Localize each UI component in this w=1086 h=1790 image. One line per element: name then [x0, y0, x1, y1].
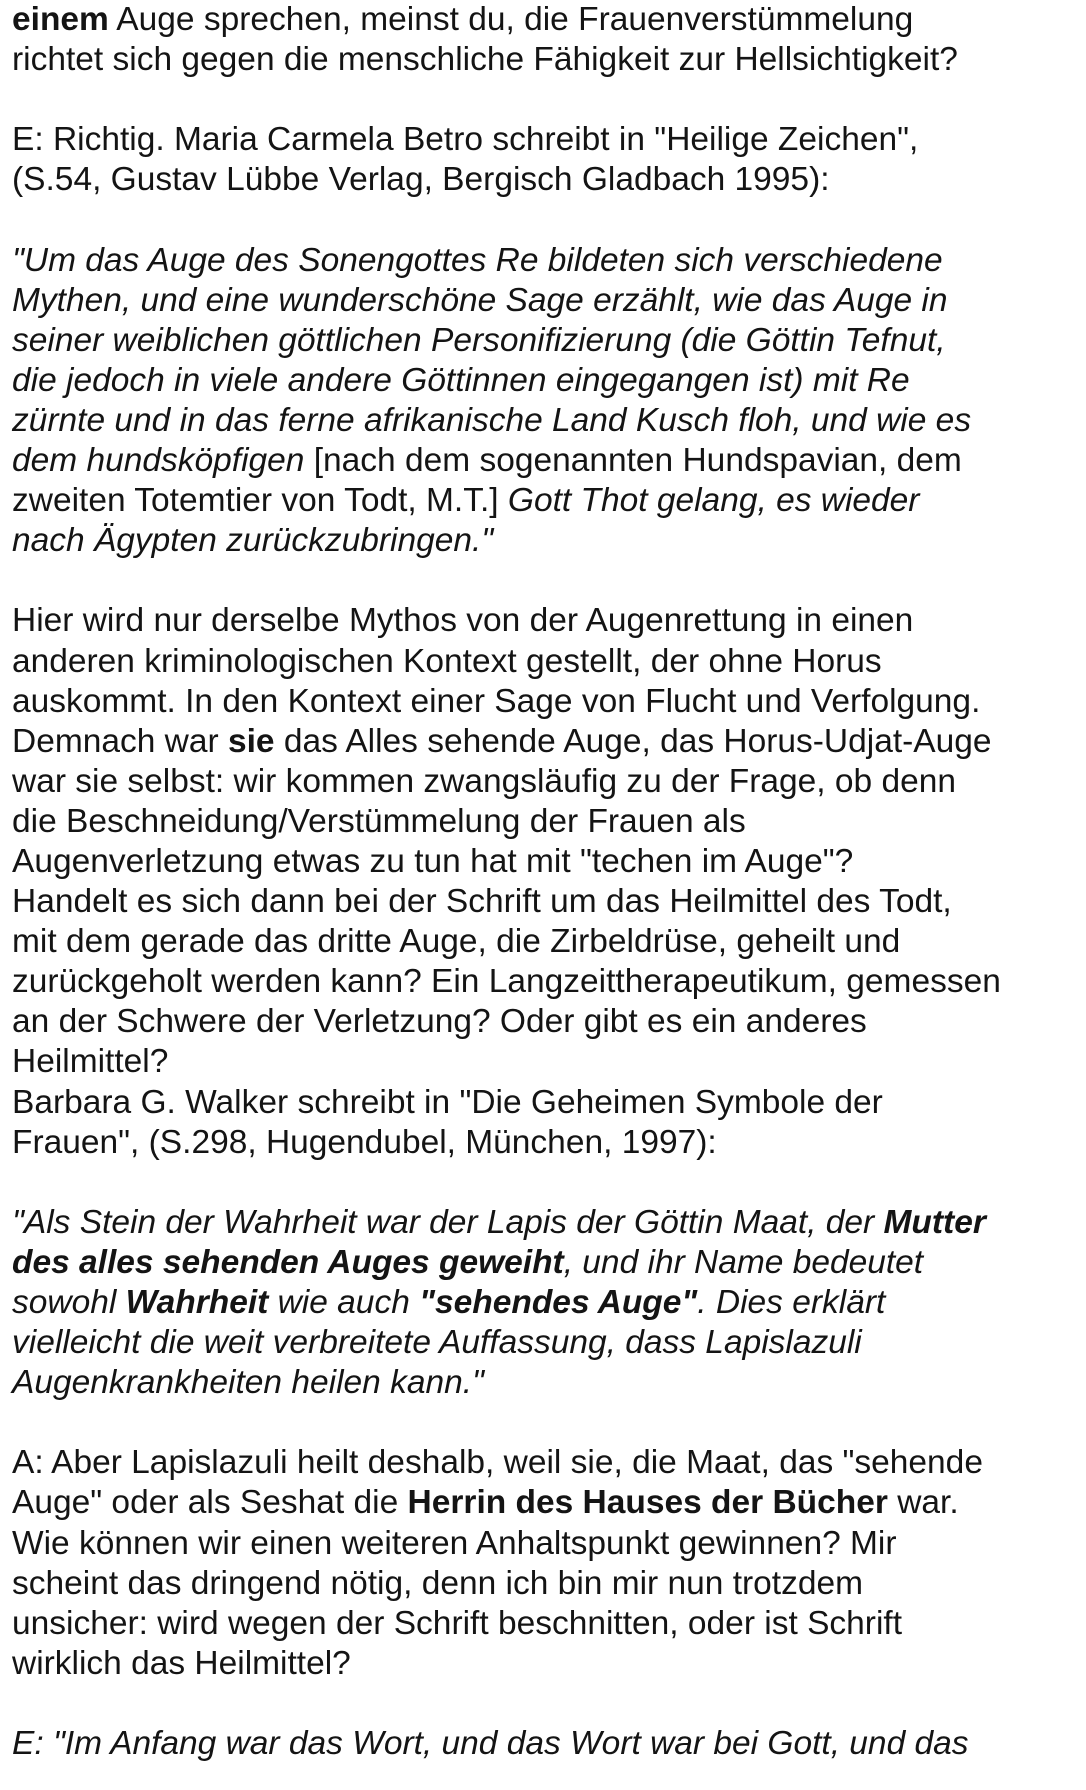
text-line	[12, 281, 1078, 321]
text-run: Auge sprechen, meinst du, die Frauenverstümmelung	[108, 1, 914, 38]
text-run: E: Richtig. Maria Carmela Betro schreibt in "Heilige Zeichen",	[12, 121, 919, 159]
text-run: zürnte und in das ferne afrikanische Land Kusch floh, und wie es	[12, 401, 972, 439]
text-line	[12, 601, 1078, 641]
text-line	[12, 481, 1078, 521]
emphasized-text: Mutter	[883, 1203, 986, 1241]
text-line	[12, 321, 1078, 361]
text-run: Augenkrankheiten heilen kann."	[12, 1364, 484, 1402]
text-line	[12, 1363, 1078, 1403]
text-run: Barbara G. Walker schreibt in "Die Geheimen Symbole der	[12, 1083, 883, 1121]
text-line	[12, 1243, 1078, 1283]
text-line	[12, 521, 1078, 561]
text-run: Gott Thot gelang, es wieder	[507, 482, 920, 520]
text-run: die jedoch in viele andere Göttinnen eingegangen ist) mit Re	[12, 361, 910, 399]
text-run: Handelt es sich dann bei der Schrift um das Heilmittel des Todt,	[12, 883, 952, 921]
emphasized-text: Herrin des Hauses der Bücher	[407, 1484, 888, 1522]
emphasized-text: des alles sehenden Auges geweiht	[12, 1243, 564, 1281]
paragraph-p7	[12, 1724, 1078, 1764]
text-line	[12, 401, 1078, 441]
text-line	[12, 922, 1078, 962]
text-line	[12, 120, 1078, 160]
text-run: zweiten Totemtier von Todt, M.T.]	[12, 482, 508, 520]
paragraph-gap	[12, 1684, 1078, 1724]
text-run: Heilmittel?	[12, 1043, 169, 1081]
text-line	[12, 1604, 1078, 1644]
text-line	[12, 1644, 1078, 1684]
text-run: A: Aber Lapislazuli heilt deshalb, weil sie, die Maat, das "sehende	[12, 1444, 983, 1482]
text-run: vielleicht die weit verbreitete Auffassung, dass Lapislazuli	[12, 1324, 862, 1362]
paragraph-gap	[12, 200, 1078, 240]
text-run: dem hundsköpfigen	[12, 442, 305, 480]
paragraph-gap	[12, 80, 1078, 120]
text-run: . Dies erklärt	[697, 1284, 886, 1321]
text-line	[12, 241, 1078, 281]
text-run: war sie selbst: wir kommen zwangsläufig zu der Frage, ob denn	[12, 762, 957, 800]
text-line	[12, 682, 1078, 722]
text-run: zurückgeholt werden kann? Ein Langzeittherapeutikum, gemessen	[12, 963, 1001, 1001]
text-line	[12, 1203, 1078, 1243]
text-line	[12, 40, 1078, 80]
text-line	[12, 762, 1078, 802]
text-line	[12, 1564, 1078, 1604]
paragraph-p4	[12, 601, 1078, 1162]
paragraph-gap	[12, 561, 1078, 601]
text-run: die Beschneidung/Verstümmelung der Frauen als	[12, 802, 746, 840]
text-line	[12, 642, 1078, 682]
emphasized-text: "sehendes Auge"	[419, 1284, 698, 1321]
emphasized-text: Wahrheit	[125, 1284, 269, 1321]
text-run: Frauen", (S.298, Hugendubel, München, 1997):	[12, 1123, 717, 1161]
text-run: Demnach war	[12, 722, 228, 760]
text-run: anderen kriminologischen Kontext gestellt, der ohne Horus	[12, 642, 882, 680]
text-run: Auge" oder als Seshat die	[12, 1484, 408, 1522]
text-line	[12, 882, 1078, 922]
text-run: seiner weiblichen göttlichen Personifizierung (die Göttin Tefnut,	[12, 321, 946, 359]
text-line	[12, 1283, 1078, 1323]
paragraph-gap	[12, 1163, 1078, 1203]
text-run: , und ihr Name bedeutet	[563, 1243, 924, 1281]
text-line	[12, 1042, 1078, 1082]
text-run: sowohl	[12, 1284, 126, 1321]
text-line	[12, 1443, 1078, 1483]
text-run: war.	[887, 1484, 959, 1522]
paragraph-p3	[12, 241, 1078, 562]
text-run: an der Schwere der Verletzung? Oder gibt es ein anderes	[12, 1003, 867, 1041]
text-run: Hier wird nur derselbe Mythos von der Augenrettung in einen	[12, 602, 914, 640]
text-run: auskommt. In den Kontext einer Sage von Flucht und Verfolgung.	[12, 682, 981, 720]
text-line	[12, 842, 1078, 882]
text-line	[12, 802, 1078, 842]
text-run: scheint das dringend nötig, denn ich bin mir nun trotzdem	[12, 1564, 864, 1602]
text-run: richtet sich gegen die menschliche Fähigkeit zur Hellsichtigkeit?	[12, 41, 958, 79]
text-run: Augenverletzung etwas zu tun hat mit "techen im Auge"?	[12, 842, 854, 880]
document-page	[12, 0, 1078, 1764]
text-line	[12, 0, 1078, 40]
text-line	[12, 962, 1078, 1002]
text-run: wirklich das Heilmittel?	[12, 1644, 351, 1682]
text-line	[12, 441, 1078, 481]
paragraph-p2	[12, 120, 1078, 200]
text-run: wie auch	[268, 1284, 420, 1321]
text-run: mit dem gerade das dritte Auge, die Zirbeldrüse, geheilt und	[12, 923, 901, 961]
emphasized-text: einem	[12, 1, 109, 38]
text-run: [nach dem sogenannten Hundspavian, dem	[304, 442, 962, 480]
text-line	[12, 160, 1078, 200]
text-line	[12, 1323, 1078, 1363]
text-line	[12, 1123, 1078, 1163]
text-line	[12, 1524, 1078, 1564]
text-line	[12, 1002, 1078, 1042]
text-run: "Um das Auge des Sonengottes Re bildeten sich verschiedene	[12, 241, 943, 279]
text-line	[12, 1483, 1078, 1523]
text-run: das Alles sehende Auge, das Horus-Udjat-Auge	[274, 722, 992, 760]
text-run: unsicher: wird wegen der Schrift beschnitten, oder ist Schrift	[12, 1604, 903, 1642]
text-run: Mythen, und eine wunderschöne Sage erzählt, wie das Auge in	[12, 281, 948, 319]
text-line	[12, 1083, 1078, 1123]
paragraph-p1	[12, 0, 1078, 80]
paragraph-p5	[12, 1203, 1078, 1403]
paragraph-p6	[12, 1443, 1078, 1684]
text-run: "Als Stein der Wahrheit war der Lapis der Göttin Maat, der	[12, 1203, 884, 1241]
text-run: (S.54, Gustav Lübbe Verlag, Bergisch Gladbach 1995):	[12, 161, 830, 199]
emphasized-text: sie	[227, 722, 275, 760]
text-line	[12, 1724, 1078, 1764]
text-run: nach Ägypten zurückzubringen."	[12, 522, 494, 560]
paragraph-gap	[12, 1403, 1078, 1443]
text-line	[12, 722, 1078, 762]
text-run: E: "Im Anfang war das Wort, und das Wort war bei Gott, und das	[12, 1725, 969, 1763]
text-run: Wie können wir einen weiteren Anhaltspunkt gewinnen? Mir	[12, 1524, 897, 1562]
text-line	[12, 361, 1078, 401]
